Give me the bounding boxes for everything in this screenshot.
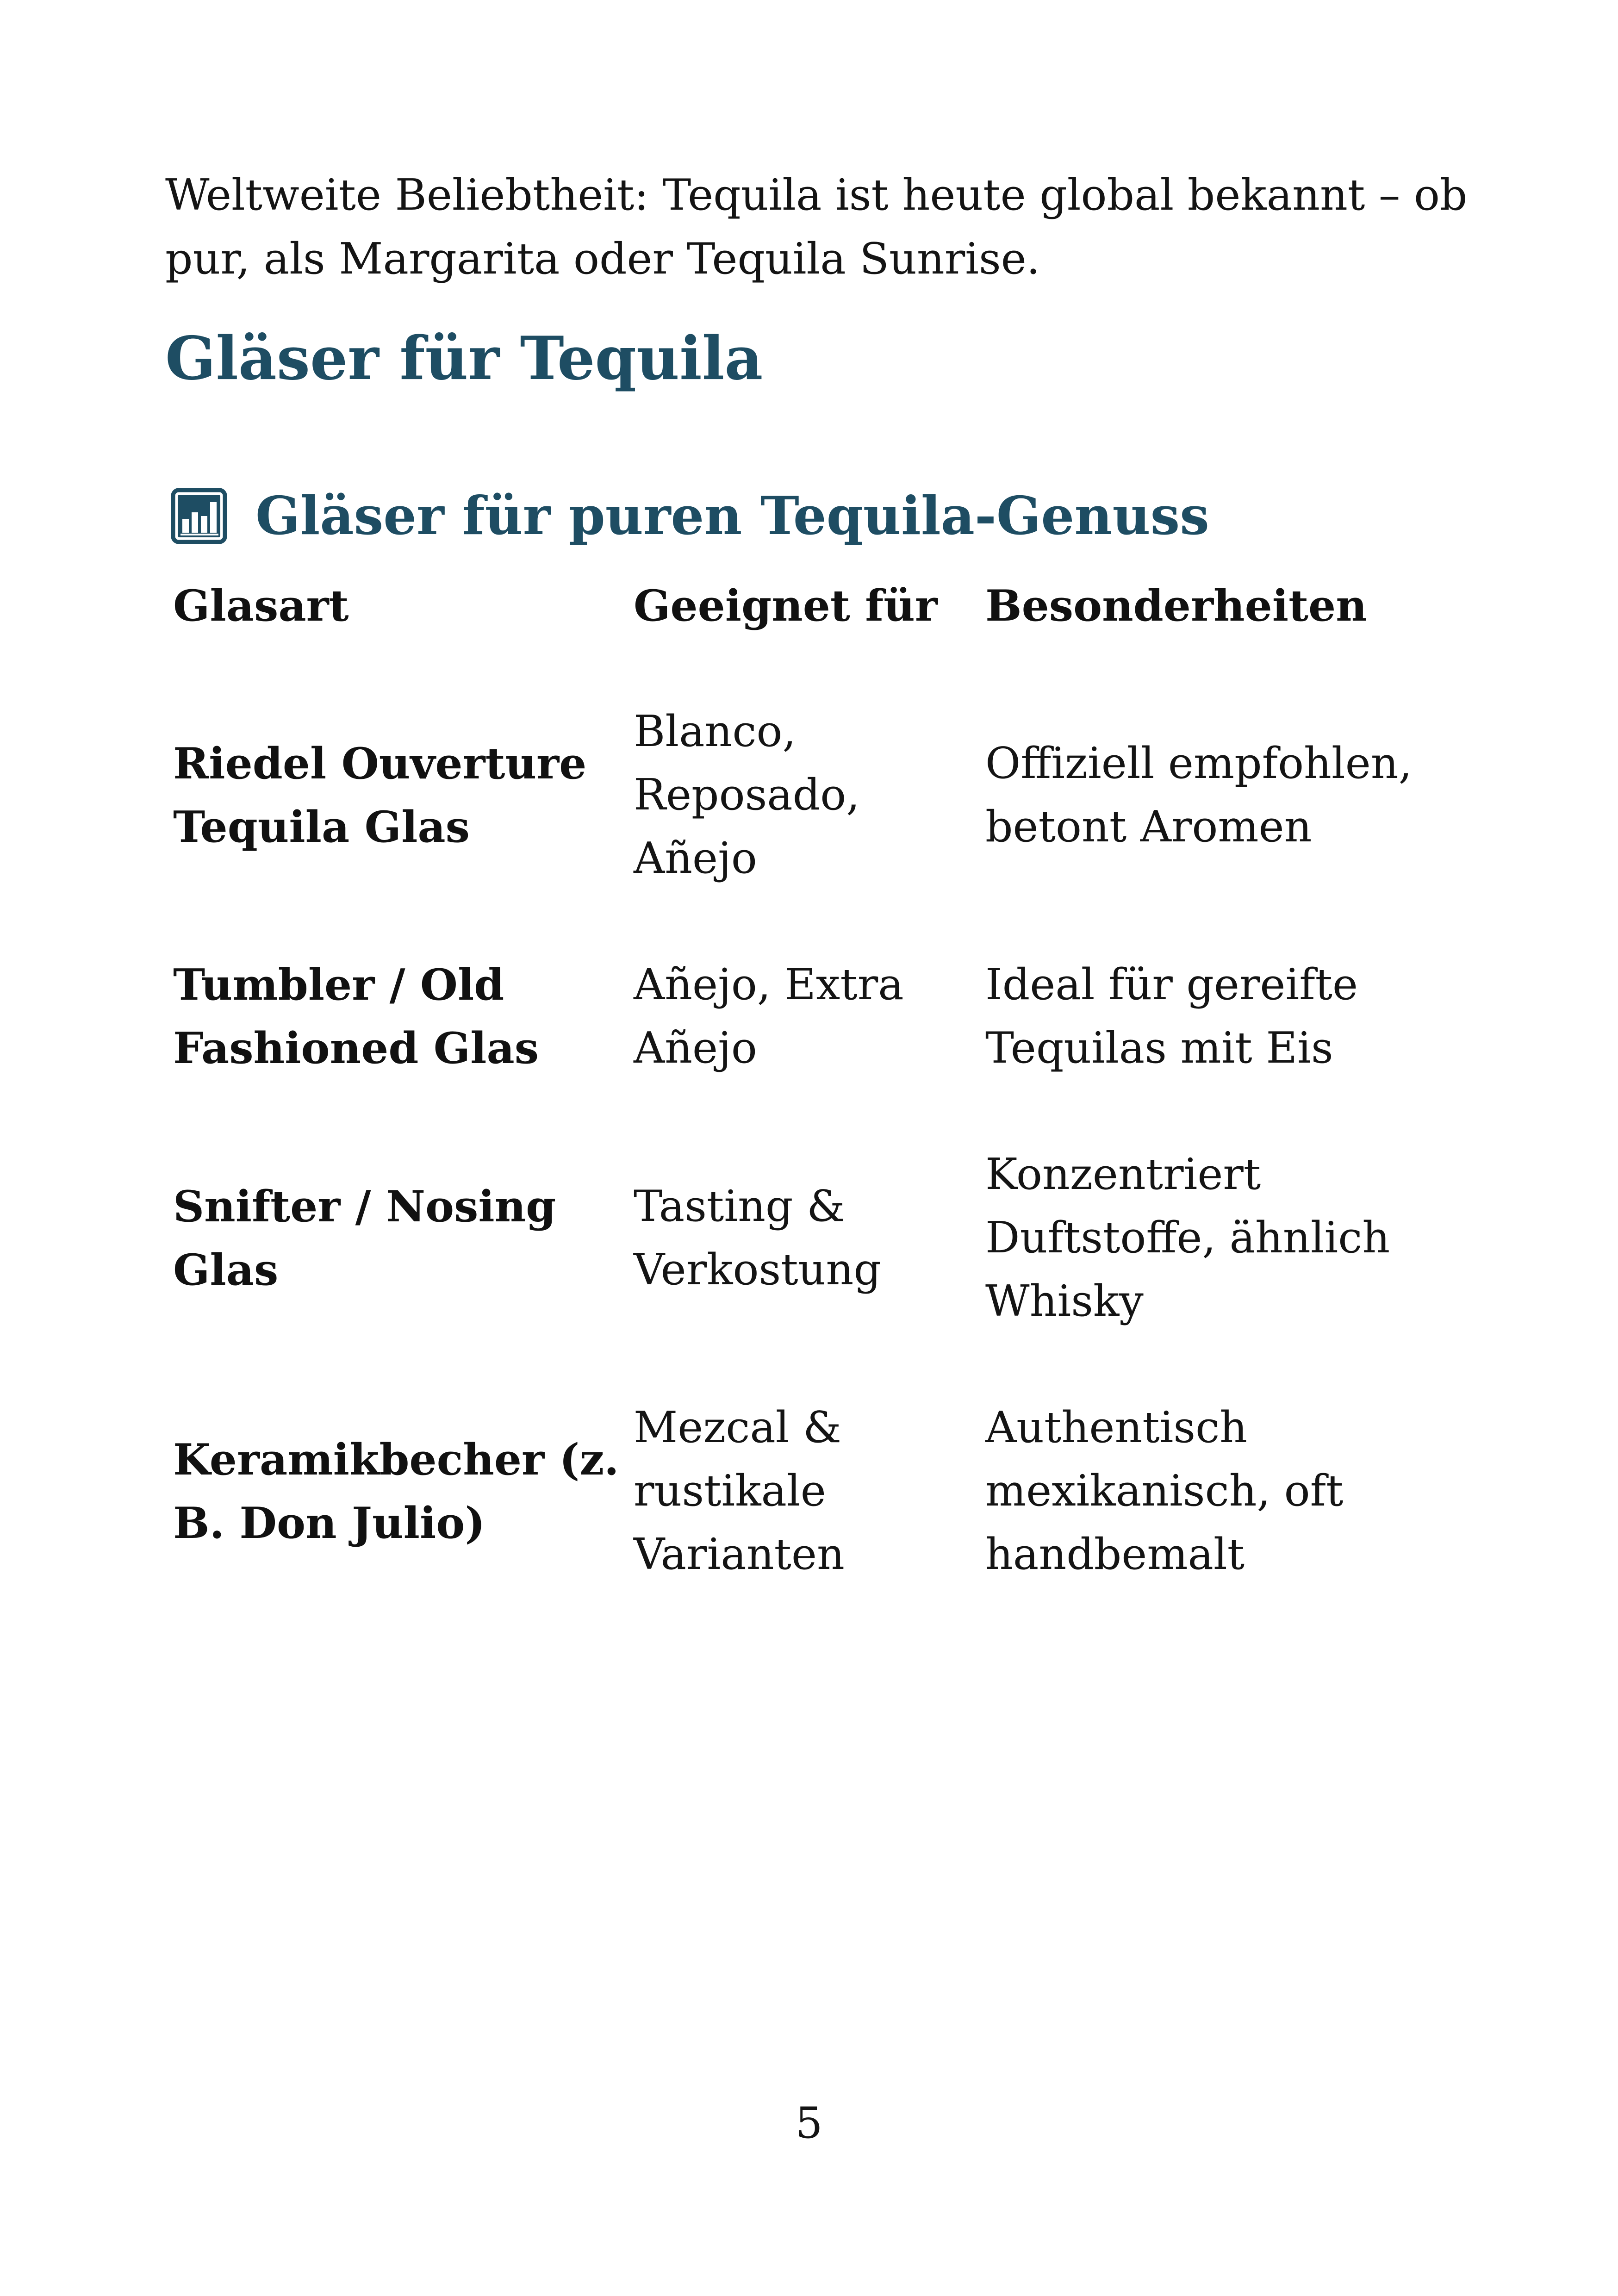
table-row — [173, 700, 1460, 953]
cell-glasart: Riedel Ouverture Tequila Glas — [173, 738, 587, 852]
column-header-geeignet: Geeignet für — [634, 580, 938, 631]
cell-geeignet: Mezcal & rustikale Varianten — [634, 1402, 845, 1579]
subsection-heading-row — [171, 481, 1209, 551]
table-row — [173, 953, 1460, 1143]
cell-besonderheiten: Ideal für gereifte Tequilas mit Eis — [985, 959, 1358, 1073]
section-heading: Gläser für Tequila — [165, 324, 763, 393]
intro-paragraph: Weltweite Beliebtheit: Tequila ist heute global bekannt – ob pur, als Margarita oder Tequila Sunrise. — [165, 170, 1468, 284]
glasses-table — [173, 574, 1460, 1649]
cell-geeignet: Añejo, Extra Añejo — [634, 959, 904, 1073]
table-row — [173, 1396, 1460, 1649]
table-row — [173, 1143, 1460, 1396]
bar-chart-icon — [171, 488, 227, 544]
page-number: 5 — [795, 2098, 823, 2148]
cell-besonderheiten: Konzentriert Duftstoffe, ähnlich Whisky — [985, 1149, 1390, 1326]
column-header-glasart: Glasart — [173, 580, 349, 631]
cell-glasart: Tumbler / Old Fashioned Glas — [173, 959, 539, 1073]
cell-glasart: Keramikbecher (z. B. Don Julio) — [173, 1434, 619, 1548]
cell-geeignet: Blanco, Reposado, Añejo — [634, 706, 860, 883]
table-header-row — [173, 574, 1460, 700]
cell-geeignet: Tasting & Verkostung — [634, 1181, 881, 1294]
subsection-heading: Gläser für puren Tequila-Genuss — [255, 485, 1209, 547]
cell-besonderheiten: Authentisch mexikanisch, oft handbemalt — [985, 1402, 1344, 1579]
column-header-besonderheiten: Besonderheiten — [985, 580, 1367, 631]
cell-glasart: Snifter / Nosing Glas — [173, 1181, 556, 1295]
cell-besonderheiten: Offiziell empfohlen, betont Aromen — [985, 738, 1413, 852]
